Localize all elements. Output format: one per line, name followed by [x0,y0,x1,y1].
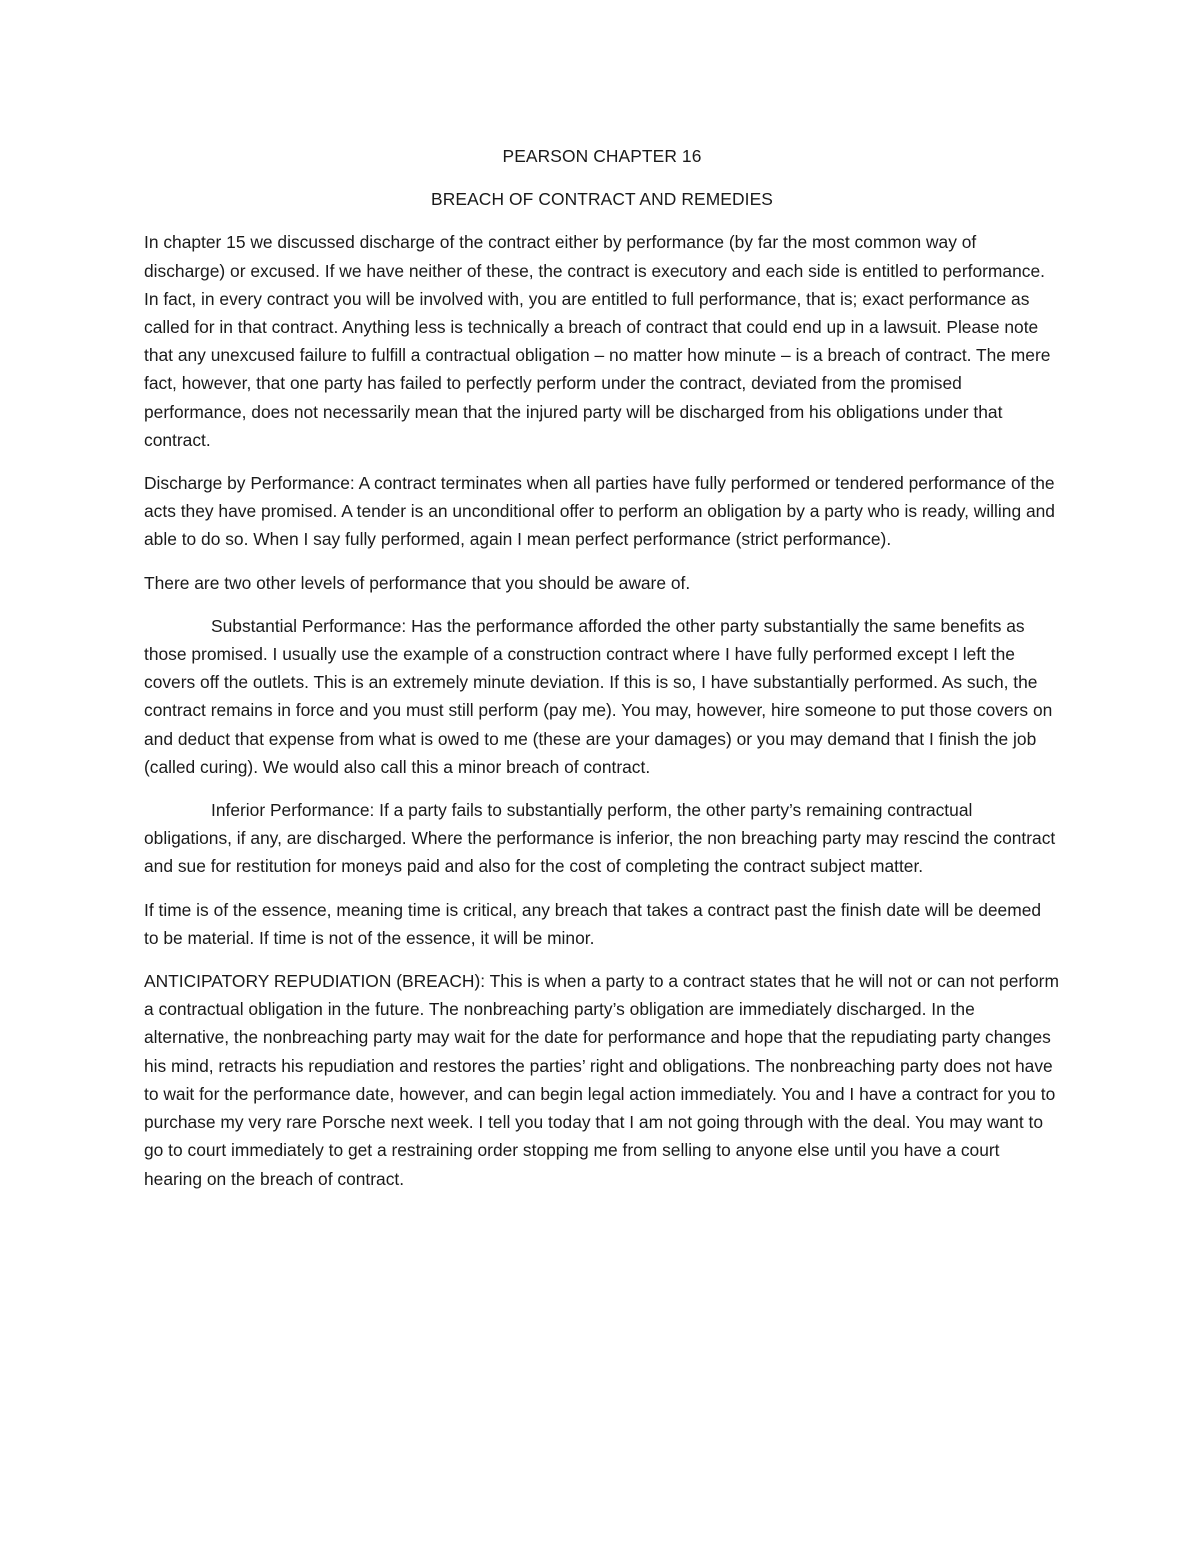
paragraph-discharge-by-performance: Discharge by Performance: A contract terminates when all parties have fully performed or tendered performance of the acts they have promised. A tender is an unconditional offer to perform an obligation by a party who is ready, willing and able to do so. When I say fully performed, again I mean perfect performance (strict performance). [144,473,1055,550]
paragraph-inferior-performance: Inferior Performance: If a party fails to substantially perform, the other party’s remaining contractual obligations, if any, are discharged. Where the performance is inferior, the non breaching party may rescind the contract and sue for restitution for moneys paid and also for the cost of completing the contract subject matter. [144,800,1056,877]
document-title: PEARSON CHAPTER 16 [502,146,702,166]
document-subtitle: BREACH OF CONTRACT AND REMEDIES [431,189,773,210]
paragraph-time-of-essence: If time is of the essence, meaning time is critical, any breach that takes a contract past the finish date will be deemed to be material. If time is not of the essence, it will be minor. [144,899,1042,948]
paragraph-levels-of-performance: There are two other levels of performance that you should be aware of. [144,572,691,593]
paragraph-intro: In chapter 15 we discussed discharge of the contract either by performance (by far the most common way of discharge) or excused. If we have neither of these, the contract is executory and each side is entitled to performance. In fact, in every contract you will be involved with, you are entitled to full performance, that is; exact performance as called for in that contract. Anything less is technically a breach of contract that could end up in a lawsuit. Please note that any unexcused failure to fulfill a contractual obligation – no matter how minute – is a breach of contract. The mere fact, however, that one party has failed to perfectly perform under the contract, deviated from the promised performance, does not necessarily mean that the injured party will be discharged from his obligations under that contract. [144,232,1051,450]
document-page [144,142,1060,1208]
paragraph-anticipatory-repudiation: ANTICIPATORY REPUDIATION (BREACH): This is when a party to a contract states that he will not or can not perform a contractual obligation in the future. The nonbreaching party’s obligation are immediately discharged. In the alternative, the nonbreaching party may wait for the date for performance and hope that the repudiating party changes his mind, retracts his repudiation and restores the parties’ right and obligations. The nonbreaching party does not have to wait for the performance date, however, and can begin legal action immediately. You and I have a contract for you to purchase my very rare Porsche next week. I tell you today that I am not going through with the deal. You may want to go to court immediately to get a restraining order stopping me from selling to anyone else until you have a court hearing on the breach of contract. [144,971,1059,1189]
paragraph-substantial-performance: Substantial Performance: Has the performance afforded the other party substantially the same benefits as those promised. I usually use the example of a construction contract where I have fully performed except I left the covers off the outlets. This is an extremely minute deviation. If this is so, I have substantially performed. As such, the contract remains in force and you must still perform (pay me). You may, however, hire someone to put those covers on and deduct that expense from what is owed to me (these are your damages) or you may demand that I finish the job (called curing). We would also call this a minor breach of contract. [144,615,1053,777]
